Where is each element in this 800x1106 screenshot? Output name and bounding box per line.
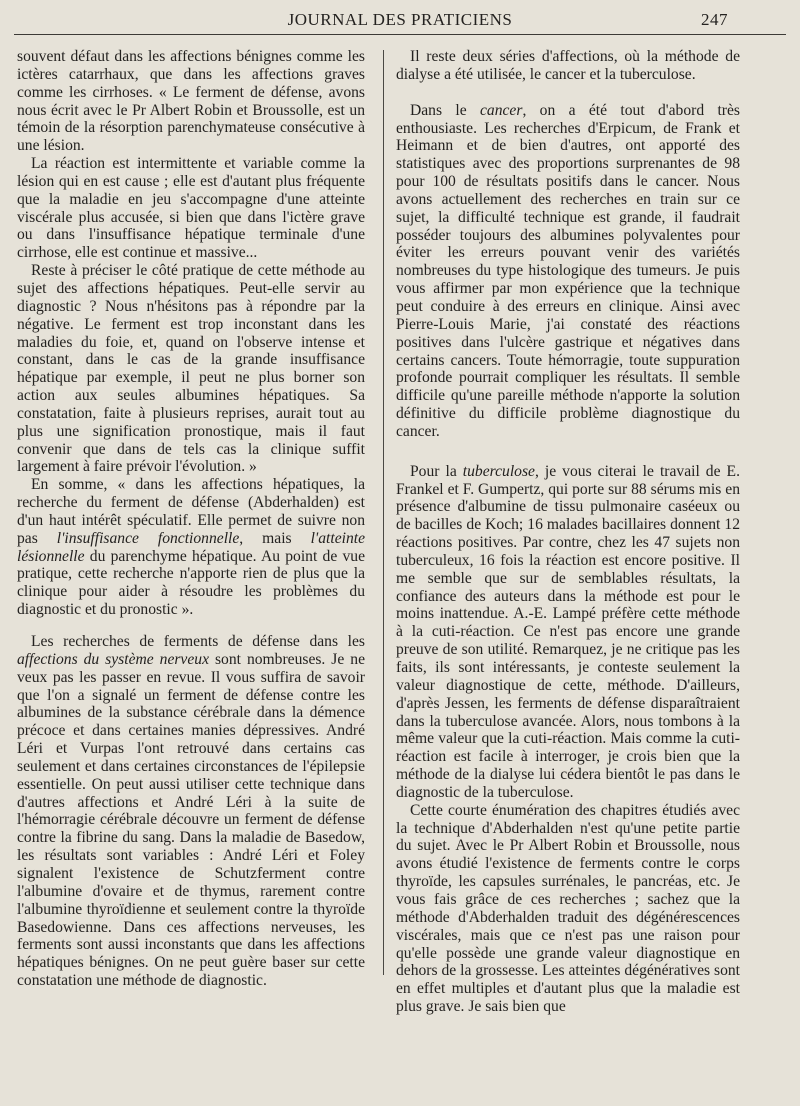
paragraph-practical-side: Reste à préciser le côté pratique de cette méthode au sujet des affections hépatiques. Peut-elle servir au diagnostic ? Nous n'hésitons pas à répondre par la négative. Le ferment est trop inconstant dans les maladies du foie, et, quand on l'observe intense et constant, dans le cas de la grande insuffisance hépatique par exemple, il peut ne plus borner son action aux seules albumines hépatiques. Sa constatation, faite à plusieurs reprises, aurait tout au plus une signification pronostique, mais il faut convenir que dans de tels cas la clinique suffit largement à faire prévoir l'évolution. »: [17, 262, 365, 476]
italic-term: l'insuffisance fonctionnelle: [56, 529, 240, 547]
page-header: [14, 8, 786, 35]
paragraph-cancer: Dans le cancer, on a été tout d'abord très enthousiaste. Les recherches d'Erpicum, de Frank et Heimann et de bien d'autres, ont apporté des statistiques avec des proportions surprenantes de 98 pour 100 de résultats positifs dans le cancer. Nous avons actuellement des recherches en train sur ce sujet, la difficulté technique est grande, il faudrait posséder toujours des albumines polyvalentes pour éviter les erreurs pouvant venir des variétés nombreuses du type histologique des tumeurs. Je puis vous affirmer par mon expérience que la technique peut conduire à des erreurs en clinique. Ainsi avec Pierre-Louis Marie, j'ai constaté des réactions positives dans l'ulcère gastrique et négatives dans certains cancers. Toute hémorragie, toute suppuration profonde pourrait compliquer les résultats. Il semble difficile qu'une pareille méthode n'apporte la solution définitive du difficile problème diagnostique du cancer.: [396, 101, 740, 440]
paragraph-hepatic-intro: souvent défaut dans les affections bénignes comme les ictères catarrhaux, que dans les affections graves comme les cirrhoses. « Le ferment de défense, avons nous écrit avec le Pr Albert Robin et Broussolle, est un témoin de la résorption parenchymateuse consécutive à une lésion.: [17, 48, 365, 155]
running-title: JOURNAL DES PRATICIENS: [287, 10, 513, 29]
left-column: [17, 48, 365, 990]
column-divider: [383, 50, 384, 975]
italic-term: l'atteinte lésionnelle: [17, 529, 365, 565]
paragraph-nervous-system: Les recherches de ferments de défense dans les affections du système nerveux sont nombreuses. Je ne veux pas les passer en revue. Il vous suffira de savoir que l'on a signalé un ferment de défense contre les albumines de la substance cérébrale dans la démence précoce et dans certaines manies dépressives. André Léri et Vurpas l'ont retrouvé dans certains cas seulement et dans certaines circonstances de l'épilepsie essentielle. On peut aussi utiliser cette technique dans d'autres affections et André Léri à la suite de l'hémorragie cérébrale découvre un ferment de défense contre la fibrine du sang. Dans la maladie de Basedow, les résultats sont variables : André Léri et Foley signalent l'existence de Schutzferment contre l'albumine d'ovaire et de thymus, rarement contre l'albumine thyroïdienne et seulement contre la thyroïde Basedowienne. Dans ces affections nerveuses, les ferments sont aussi inconstants que dans les affections hépatiques bénignes. On ne peut guère baser sur cette constatation une méthode de diagnostic.: [17, 633, 365, 990]
paragraph-tuberculosis: Pour la tuberculose, je vous citerai le travail de E. Frankel et F. Gumpertz, qui porte sur 88 sérums mis en présence d'albumine de tissu pulmonaire caséeux ou de bacilles de Koch; 16 malades bacillaires donnent 12 réactions positives. Par contre, chez les 47 sujets non tuberculeux, 16 fois la réaction est encore positive. Il me semble que sur de semblables résultats, la confiance des auteurs dans la méthode est pour le moins inattendue. A.-E. Lampé préfère cette méthode à la cuti-réaction. Ce n'est pas encore une grande preuve de son utilité. Remarquez, je ne critique pas les faits, ils sont intéressants, je conteste seulement la valeur diagnostique de cette, méthode. D'ailleurs, d'après Jessen, les ferments de défense disparaîtraient dans la tuberculose avancée. Alors, nous tombons à la même valeur que la cuti-réaction. Mais comme la cuti-réaction est facile à interroger, je crois bien que la méthode de la dialyse lui cédera bientôt le pas dans le diagnostic de la tuberculose.: [396, 462, 740, 801]
paragraph-reaction: La réaction est intermittente et variable comme la lésion qui en est cause ; elle est d'autant plus fréquente que la maladie en jeu s'accompagne d'une atteinte viscérale plus accusée, si bien que dans l'ictère grave ou dans l'insuffisance hépatique terminale d'une cirrhose, elle est continue et massive...: [17, 155, 365, 262]
italic-term: tuberculose: [462, 462, 535, 480]
italic-term: affections du système nerveux: [17, 650, 209, 668]
paragraph-two-series: Il reste deux séries d'affections, où la méthode de dialyse a été utilisée, le cancer et la tuberculose.: [396, 48, 740, 83]
paragraph-summary: En somme, « dans les affections hépatiques, la recherche du ferment de défense (Abderhalden) est d'un haut intérêt spéculatif. Elle permet de suivre non pas l'insuffisance fonctionnelle, mais l'atteinte lésionnelle du parenchyme hépatique. Au point de vue pratique, cette recherche n'apporte rien de plus que la clinique pour aider à résoudre les problèmes du diagnostic et du pronostic ».: [17, 476, 365, 619]
paragraph-enumeration: Cette courte énumération des chapitres étudiés avec la technique d'Abderhalden n'est qu'une petite partie du sujet. Avec le Pr Albert Robin et Broussolle, nous avons étudié l'existence de ferments contre le corps thyroïde, les capsules surrénales, le pancréas, etc. Je vous fais grâce de ces recherches ; sachez que la méthode d'Abderhalden traduit des dégénérescences viscérales, mais que ce n'est pas une raison pour qu'elle possède une grande valeur diagnostique en dehors de la grossesse. Les atteintes dégénératives sont en effet multiples et d'autant plus que la maladie est plus grave. Je sais bien que: [396, 801, 740, 1016]
page-number: 247: [701, 10, 728, 29]
right-column: [396, 48, 740, 1016]
italic-term: cancer: [480, 101, 523, 119]
